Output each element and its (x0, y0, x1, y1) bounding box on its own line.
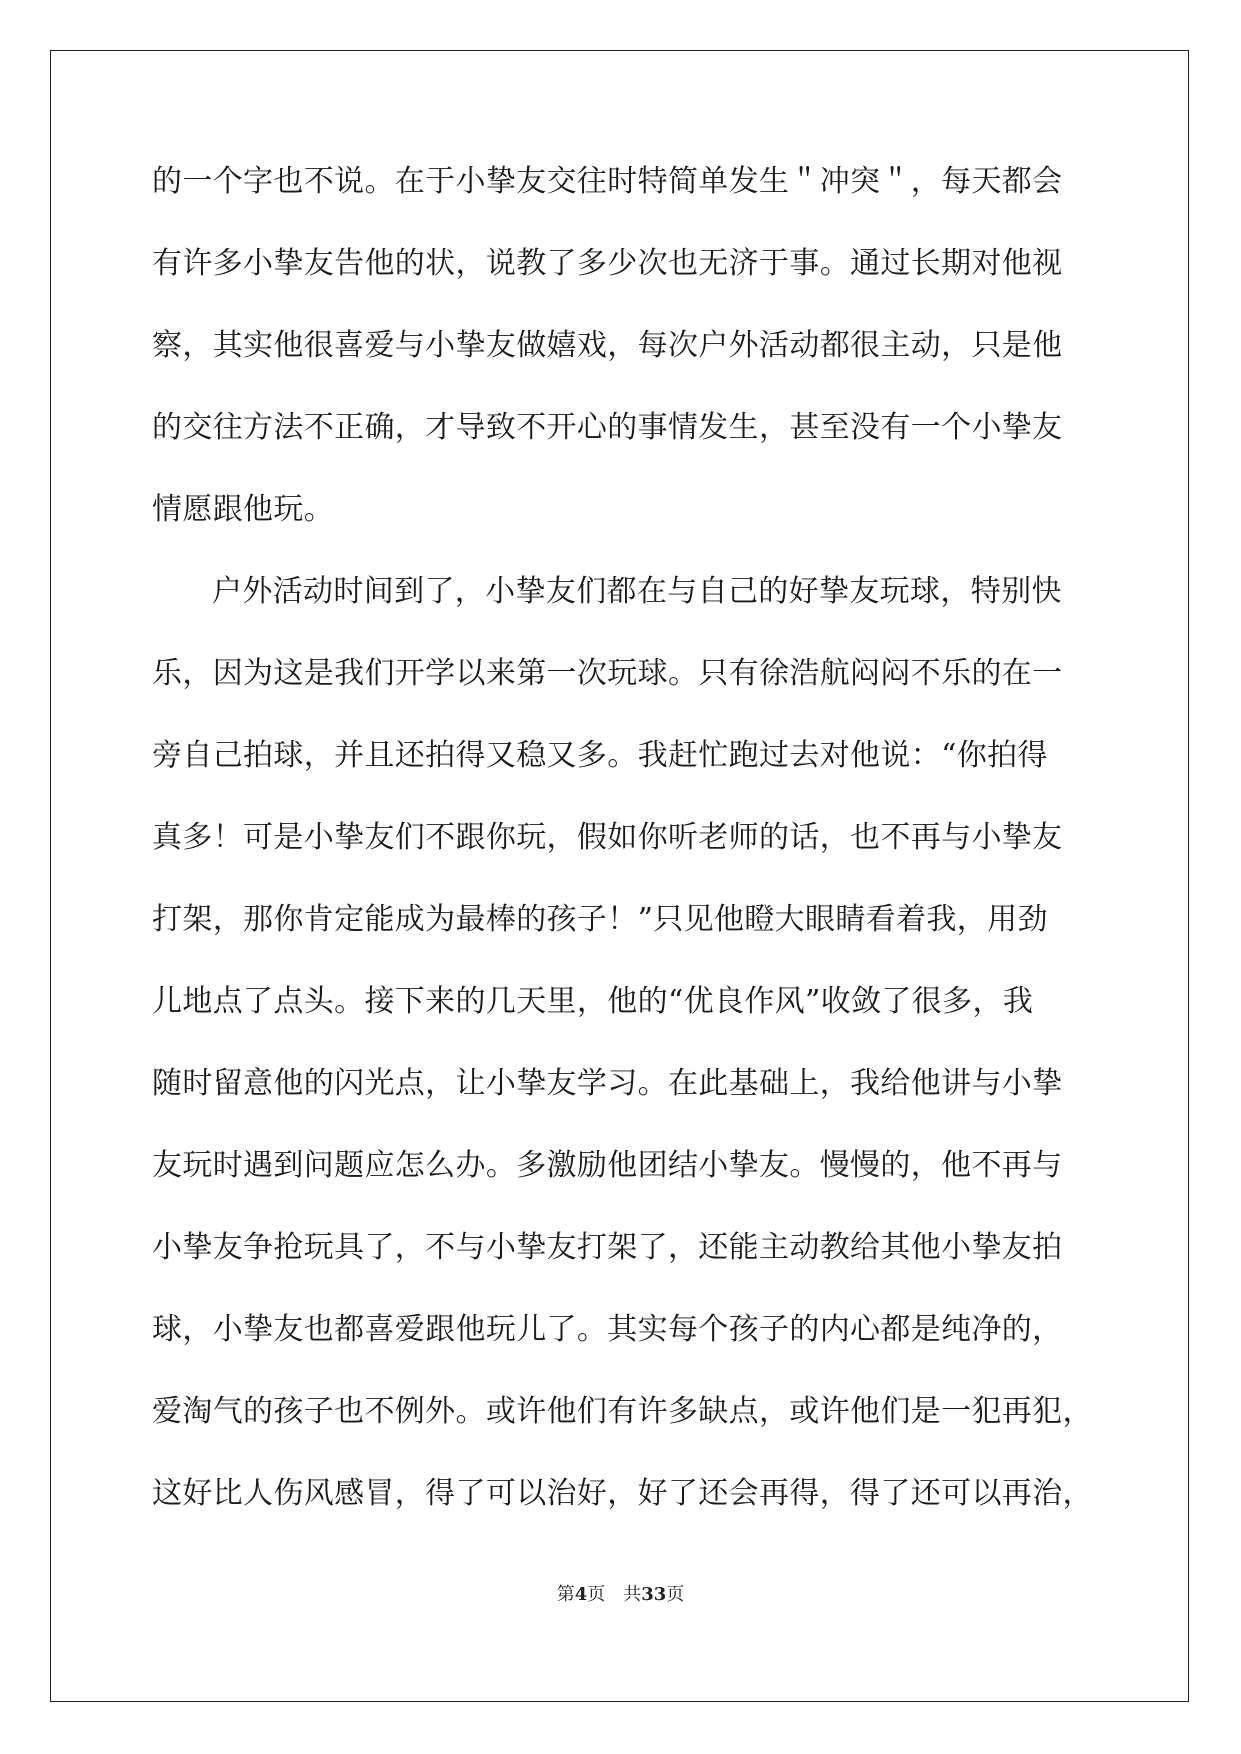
text-line: 情愿跟他玩。 (152, 492, 335, 527)
text-line: 的一个字也不说。在于小挚友交往时特简单发生＂冲突＂，每天都会 (152, 164, 1063, 199)
text-line: 随时留意他的闪光点，让小挚友学习。在此基础上，我给他讲与小挚 (152, 1066, 1063, 1101)
text-line: 的交往方法不正确，才导致不开心的事情发生，甚至没有一个小挚友 (152, 410, 1063, 445)
text-line: 有许多小挚友告他的状，说教了多少次也无济于事。通过长期对他视 (152, 246, 1063, 281)
text-line: 打架，那你肯定能成为最棒的孩子！”只见他瞪大眼睛看着我，用劲 (152, 902, 1048, 937)
text-line: 球，小挚友也都喜爱跟他玩儿了。其实每个孩子的内心都是纯净的， (152, 1312, 1063, 1347)
footer-total-unit: 页 (666, 1584, 685, 1605)
text-line: 察，其实他很喜爱与小挚友做嬉戏，每次户外活动都很主动，只是他 (152, 328, 1063, 363)
total-page-count: 33 (641, 1584, 667, 1605)
text-line: 爱淘气的孩子也不例外。或许他们有许多缺点，或许他们是一犯再犯， (152, 1394, 1093, 1429)
text-line: 户外活动时间到了，小挚友们都在与自己的好挚友玩球，特别快 (212, 574, 1062, 609)
document-body (152, 162, 1092, 1556)
page-footer (0, 1580, 1241, 1606)
footer-total-prefix: 共 (623, 1584, 642, 1605)
current-page-number: 4 (574, 1584, 588, 1605)
text-line: 这好比人伤风感冒，得了可以治好，好了还会再得，得了还可以再治， (152, 1476, 1093, 1511)
text-line: 友玩时遇到问题应怎么办。多激励他团结小挚友。慢慢的，他不再与 (152, 1148, 1063, 1183)
text-line: 儿地点了点头。接下来的几天里，他的“优良作风”收敛了很多，我 (152, 984, 1034, 1019)
text-line: 乐，因为这是我们开学以来第一次玩球。只有徐浩航闷闷不乐的在一 (152, 656, 1063, 691)
text-line: 真多！可是小挚友们不跟你玩，假如你听老师的话，也不再与小挚友 (152, 820, 1063, 855)
footer-prefix: 第 (556, 1584, 575, 1605)
footer-page-unit: 页 (587, 1584, 606, 1605)
text-line: 旁自己拍球，并且还拍得又稳又多。我赶忙跑过去对他说：“你拍得 (152, 738, 1048, 773)
text-line: 小挚友争抢玩具了，不与小挚友打架了，还能主动教给其他小挚友拍 (152, 1230, 1063, 1265)
